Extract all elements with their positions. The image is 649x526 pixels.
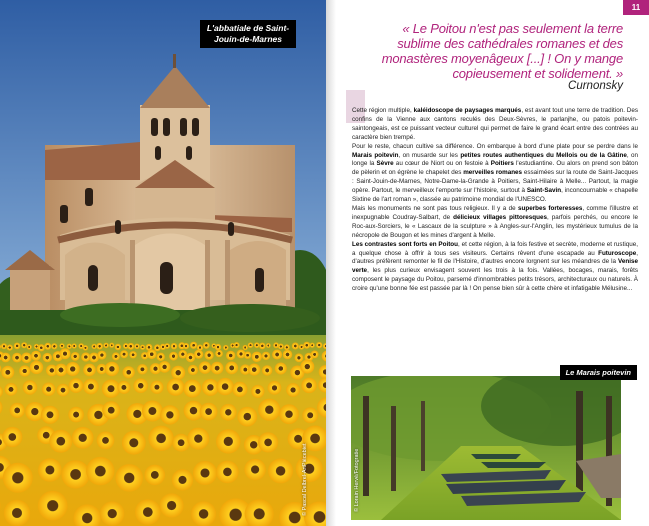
sunflower	[10, 403, 25, 418]
text-run: , on longe la	[352, 151, 638, 168]
sunflower	[244, 459, 266, 481]
sunflower	[252, 352, 262, 362]
body-paragraph	[352, 205, 638, 241]
sunflower	[14, 343, 21, 350]
emphasis-text: Futuroscope	[598, 249, 637, 257]
emphasis-text: merveilles romanes	[463, 169, 523, 177]
sunflower	[4, 500, 30, 526]
sunflower	[19, 365, 30, 376]
sunflower	[96, 343, 103, 350]
emphasis-text: Venise verte	[352, 258, 638, 275]
sunflower	[89, 353, 99, 363]
inset-photo-frame	[351, 376, 621, 520]
sunflower	[211, 362, 224, 375]
sunflower	[310, 343, 315, 348]
sunflower	[1, 366, 14, 379]
sunflower	[102, 380, 120, 398]
emphasis-text: Poitiers	[490, 160, 514, 168]
photo-caption: L'abbatiale de Saint-Jouin-de-Marnes	[200, 20, 296, 48]
sunflower	[97, 351, 106, 360]
emphasis-text: Sèvre	[376, 160, 394, 168]
sunflower	[215, 350, 223, 358]
sunflower	[216, 378, 233, 395]
text-run: , on musarde sur les	[398, 151, 461, 159]
sunflower	[69, 378, 84, 393]
sunflower	[12, 353, 22, 363]
sunflower	[57, 384, 70, 397]
sunflower	[7, 345, 13, 351]
sunflower	[38, 458, 62, 482]
sunflower	[286, 383, 300, 397]
sunflower	[83, 364, 96, 377]
sunflower	[226, 351, 235, 360]
body-text	[352, 107, 638, 294]
sunflower	[268, 458, 293, 483]
sunflower	[164, 343, 170, 349]
right-page	[336, 0, 649, 526]
text-run: l'estudiantine. Ou alors on prend son bâton de pèlerin et on égrène le chapelet des	[352, 160, 638, 177]
body-paragraph	[352, 107, 638, 143]
sunflower	[72, 343, 77, 348]
sunflower	[266, 343, 271, 348]
sunflower	[193, 461, 217, 485]
sunflower	[137, 364, 147, 374]
sunflower	[115, 344, 121, 350]
sunflower	[112, 352, 120, 360]
sunflower	[203, 342, 210, 349]
sunflower	[303, 342, 310, 349]
sunflower	[254, 342, 260, 348]
sunflower	[157, 353, 165, 361]
text-run: Pour le reste, chacun cultive sa différence. On embarque à bord d'une plate pour se perdre dans le	[352, 142, 638, 150]
quote-author: Curnonsky	[568, 80, 623, 92]
sunflower	[154, 344, 161, 351]
sunflower	[234, 342, 240, 348]
sunflower	[200, 403, 218, 421]
sunflower	[258, 399, 280, 421]
sunflower	[188, 365, 198, 375]
sunflower	[30, 361, 43, 374]
pull-quote: « Le Poitou n'est pas seulement la terre sublime des cathédrales romanes et des monastères moyenâgeux [...] ! On y mange copieusement et solidement. »	[381, 21, 623, 81]
sunflower	[150, 381, 163, 394]
sunflower	[311, 351, 319, 359]
sunflower	[133, 378, 148, 393]
sunflower	[109, 343, 114, 348]
emphasis-text: kaléidoscope de paysages marqués	[413, 107, 522, 114]
sunflower	[117, 381, 130, 394]
sunflower	[248, 364, 260, 376]
sunflower	[300, 360, 314, 374]
sunflower	[38, 491, 68, 521]
sunflower	[169, 352, 178, 361]
sunflower	[27, 344, 32, 349]
inset-caption: Le Marais poitevin	[560, 365, 637, 380]
sunflower	[279, 404, 299, 424]
sunflower	[244, 352, 251, 359]
sunflower	[316, 342, 322, 348]
text-run: essaimées sur la route de Saint-Jacques : Saint-Jouin-de-Marnes, Notre-Dame-la-Grande à Poitiers, Saint-Hilaire à Melle... Partout, la magie opère. Partout, le merveilleux l'emporte sur l'histoire, surtout à	[352, 169, 638, 195]
sunflower	[220, 404, 237, 421]
sunflower	[120, 350, 128, 358]
sunflower	[103, 343, 108, 348]
sunflower	[171, 343, 177, 349]
sunflower	[194, 350, 203, 359]
sunflower	[61, 460, 89, 488]
sunflower	[43, 353, 52, 362]
sunflower	[5, 383, 18, 396]
sunflower	[140, 345, 145, 350]
sunflower	[232, 382, 247, 397]
sunflower	[172, 434, 190, 452]
marais-photo	[351, 376, 621, 520]
sunflower	[66, 362, 80, 376]
emphasis-text: Les contrastes sont forts en Poitou	[352, 240, 458, 248]
sunflower	[262, 365, 272, 375]
sunflower	[283, 350, 293, 360]
sunflower	[187, 428, 209, 450]
sunflower	[83, 379, 99, 395]
emphasis-text: superbes forteresses	[518, 204, 583, 212]
text-run: , inconcournable « chapelle Sixtine de l'art roman », classée au patrimoine mondial de l'UNESCO.	[352, 187, 639, 204]
sunflower	[302, 407, 318, 423]
sunflower	[38, 344, 45, 351]
sunflower	[172, 469, 193, 490]
sunflower	[72, 427, 94, 449]
sunflower	[160, 405, 179, 424]
sunflower	[100, 501, 124, 525]
sunflower	[259, 343, 266, 350]
emphasis-text: Saint-Savin	[526, 187, 562, 195]
sunflower	[258, 432, 278, 452]
sunflower	[71, 352, 80, 361]
sunflower	[243, 345, 248, 350]
sunflower	[148, 426, 173, 451]
sunflower	[21, 342, 27, 348]
inset-photo-credit: © Lorain Hervé/Fotogratie	[354, 448, 360, 512]
sunflower	[295, 353, 304, 362]
sunflower	[262, 352, 270, 360]
sunflower	[81, 352, 90, 361]
sunflower	[42, 383, 55, 396]
sunflower	[268, 381, 282, 395]
sunflower	[3, 463, 33, 493]
sunflower	[21, 353, 32, 364]
sunflower	[272, 350, 282, 360]
photo-credit: © Pascal Delbrel-ArtPiècebiet	[302, 443, 308, 516]
sunflower	[60, 348, 71, 359]
text-run: , d'autres préfèrent remonter le fil de l'Histoire, d'autres encore lorgnent sur les méandres de la	[352, 249, 638, 266]
sunflower	[2, 427, 22, 447]
sunflower	[248, 343, 253, 348]
sunflower	[44, 343, 51, 350]
sunflower	[160, 493, 184, 517]
sunflower-field	[0, 335, 326, 526]
sunflower	[115, 464, 143, 492]
sunflower	[59, 343, 64, 348]
page-gutter	[326, 0, 336, 526]
sunflower	[49, 430, 72, 453]
sunflower	[225, 362, 238, 375]
emphasis-text: délicieux villages pittoresques	[453, 213, 547, 221]
body-paragraph	[352, 241, 638, 294]
sunflower	[223, 345, 228, 350]
sunflower	[147, 349, 157, 359]
text-run: , comme l'illustre et inexpugnable Coudray-Salbart, de	[352, 204, 638, 221]
sunflower	[284, 344, 290, 350]
sunflower	[275, 363, 287, 375]
text-run: , est avant tout une terre de tradition. Des confins de la Vienne aux cantons reculés des Deux-Sèvres, le parlanjhe, ou patois poitevin-saintongeais, est ce puissant vecteur culturel qui permet de faire le grand écart entre des contrées au caractère bien trempé.	[352, 107, 638, 141]
body-paragraph	[352, 143, 638, 205]
text-run: au cœur de Niort ou on festoie à	[393, 160, 491, 168]
page-number: 11	[623, 0, 649, 15]
sunflower	[127, 343, 134, 350]
sunflower	[1, 353, 11, 363]
sunflower	[105, 362, 119, 376]
sunflower	[31, 351, 41, 361]
sunflower	[186, 353, 195, 362]
sunflower	[183, 343, 189, 349]
sunflower	[251, 385, 264, 398]
sunflower	[97, 432, 115, 450]
sunflower	[135, 499, 161, 525]
sunflower	[190, 342, 197, 349]
sunflower	[86, 457, 114, 485]
sunflower	[83, 345, 88, 350]
sunflower	[199, 361, 211, 373]
sunflower	[145, 465, 166, 486]
sunflower	[67, 344, 72, 349]
sunflower	[92, 344, 97, 349]
text-run: , les plus curieux envisagent souvent les trois à la fois. Vallées, bocages, marais, forêts composent le paysage du Poitou, parsemé d'innombrables petits trésors, architecturaux ou naturels. À croire qu'une bonne fée est passée par là ! On pense bien sûr à cette chère et infatigable Mélusine...	[352, 267, 638, 293]
sunflower	[1, 343, 7, 349]
sunflower	[215, 344, 221, 350]
emphasis-text: petites routes authentiques du Mellois ou de la Gâtine	[460, 151, 627, 159]
sunflower	[134, 344, 139, 349]
sunflower	[237, 407, 257, 427]
sunflower	[171, 366, 185, 380]
sunflower	[296, 455, 323, 482]
sunflower	[55, 364, 68, 377]
sunflower	[41, 406, 59, 424]
emphasis-text: Marais poitevin	[352, 151, 399, 159]
sunflower	[129, 351, 136, 358]
sunflower	[51, 343, 57, 349]
sunflower	[205, 351, 214, 360]
text-run: , parfois perchés, ou encore le Roc-aux-Sorciers, le « Lascaux de la sculpture » à Angles-sur-l'Anglin, les mystérieux tumulus de la nécropole de Bougon et les mines d'argent à Melle.	[352, 213, 638, 239]
sunflower	[183, 380, 201, 398]
sunflower	[237, 350, 246, 359]
sunflower	[102, 401, 120, 419]
sunflower	[122, 431, 146, 455]
sunflower	[191, 501, 216, 526]
sunflower	[123, 366, 135, 378]
sunflower	[68, 407, 84, 423]
text-run: Cette région multiple,	[352, 107, 414, 114]
text-run: Mais les monuments ne sont pas tous religieux. Il y a de	[352, 204, 518, 212]
text-run: , et cette région, à la fois festive et secrète, moderne et rustique, a quelque chose à offrir à tous ses visiteurs. Certains rêvent d'une escapade au	[352, 240, 638, 257]
sunflower	[301, 378, 316, 393]
sunflower	[216, 429, 240, 453]
sunflower	[292, 343, 299, 350]
sunflower	[142, 401, 163, 422]
sunflower	[167, 378, 185, 396]
sunflower	[278, 344, 284, 350]
sunflower	[159, 361, 171, 373]
sunflower	[23, 380, 37, 394]
sunflower	[216, 461, 239, 484]
sunflower	[202, 379, 219, 396]
